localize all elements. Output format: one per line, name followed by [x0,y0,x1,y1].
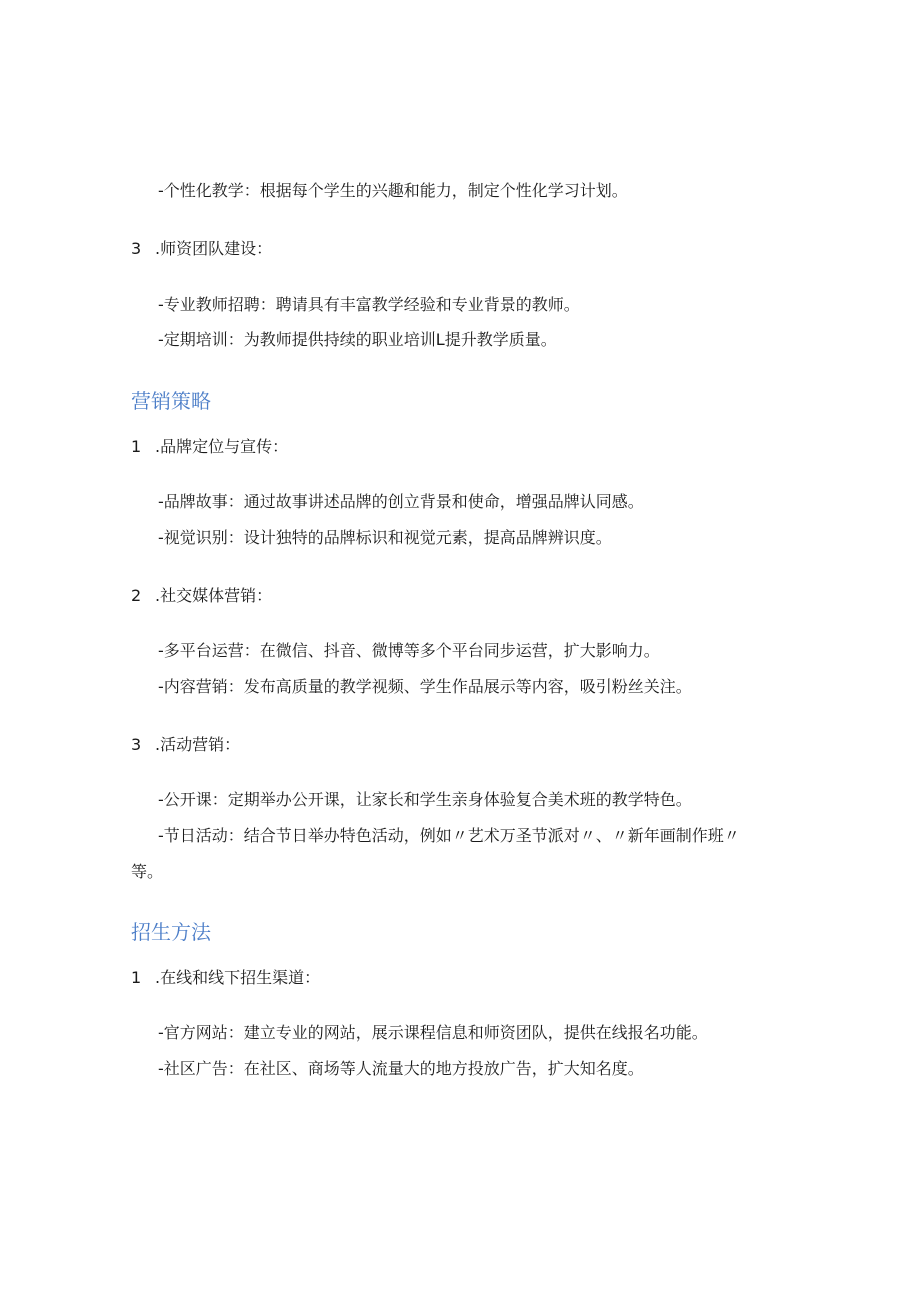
bullet-brand-story: -品牌故事：通过故事讲述品牌的创立背景和使命，增强品牌认同感。 [158,492,644,511]
bullet-personalized-teaching: -个性化教学：根据每个学生的兴趣和能力，制定个性化学习计划。 [158,181,628,200]
item-brand-positioning [131,436,288,458]
section-heading-marketing: 营销策略 [131,389,211,413]
item-label: .师资团队建设： [155,239,273,258]
item-number: 2 [131,586,142,605]
item-number: 3 [131,239,142,258]
bullet-content-marketing: -内容营销：发布高质量的教学视频、学生作品展示等内容，吸引粉丝关注。 [158,677,692,696]
section-heading-recruitment: 招生方法 [131,920,211,944]
bullet-open-class: -公开课：定期举办公开课，让家长和学生亲身体验复合美术班的教学特色。 [158,790,692,809]
item-number: 1 [131,968,142,987]
item-social-media [131,585,272,607]
item-label: .活动营销： [155,735,241,754]
item-label: .社交媒体营销： [155,586,273,605]
bullet-visual-identity: -视觉识别：设计独特的品牌标识和视觉元素，提高品牌辨识度。 [158,528,612,547]
item-recruitment-channels [131,967,320,989]
item-number: 1 [131,437,142,456]
bullet-multi-platform: -多平台运营：在微信、抖音、微博等多个平台同步运营，扩大影响力。 [158,641,660,660]
bullet-regular-training: -定期培训：为教师提供持续的职业培训L提升教学质量。 [158,330,557,349]
bullet-holiday-events: -节日活动：结合节日举办特色活动，例如〃艺术万圣节派对〃、〃新年画制作班〃 [158,826,740,845]
item-label: .在线和线下招生渠道： [155,968,321,987]
bullet-holiday-events-continued: 等。 [131,862,164,881]
item-teacher-team [131,238,272,260]
bullet-official-website: -官方网站：建立专业的网站，展示课程信息和师资团队，提供在线报名功能。 [158,1023,708,1042]
item-label: .品牌定位与宣传： [155,437,289,456]
bullet-community-ads: -社区广告：在社区、商场等人流量大的地方投放广告，扩大知名度。 [158,1059,644,1078]
item-number: 3 [131,735,142,754]
bullet-teacher-recruitment: -专业教师招聘：聘请具有丰富教学经验和专业背景的教师。 [158,295,580,314]
item-event-marketing [131,734,240,756]
